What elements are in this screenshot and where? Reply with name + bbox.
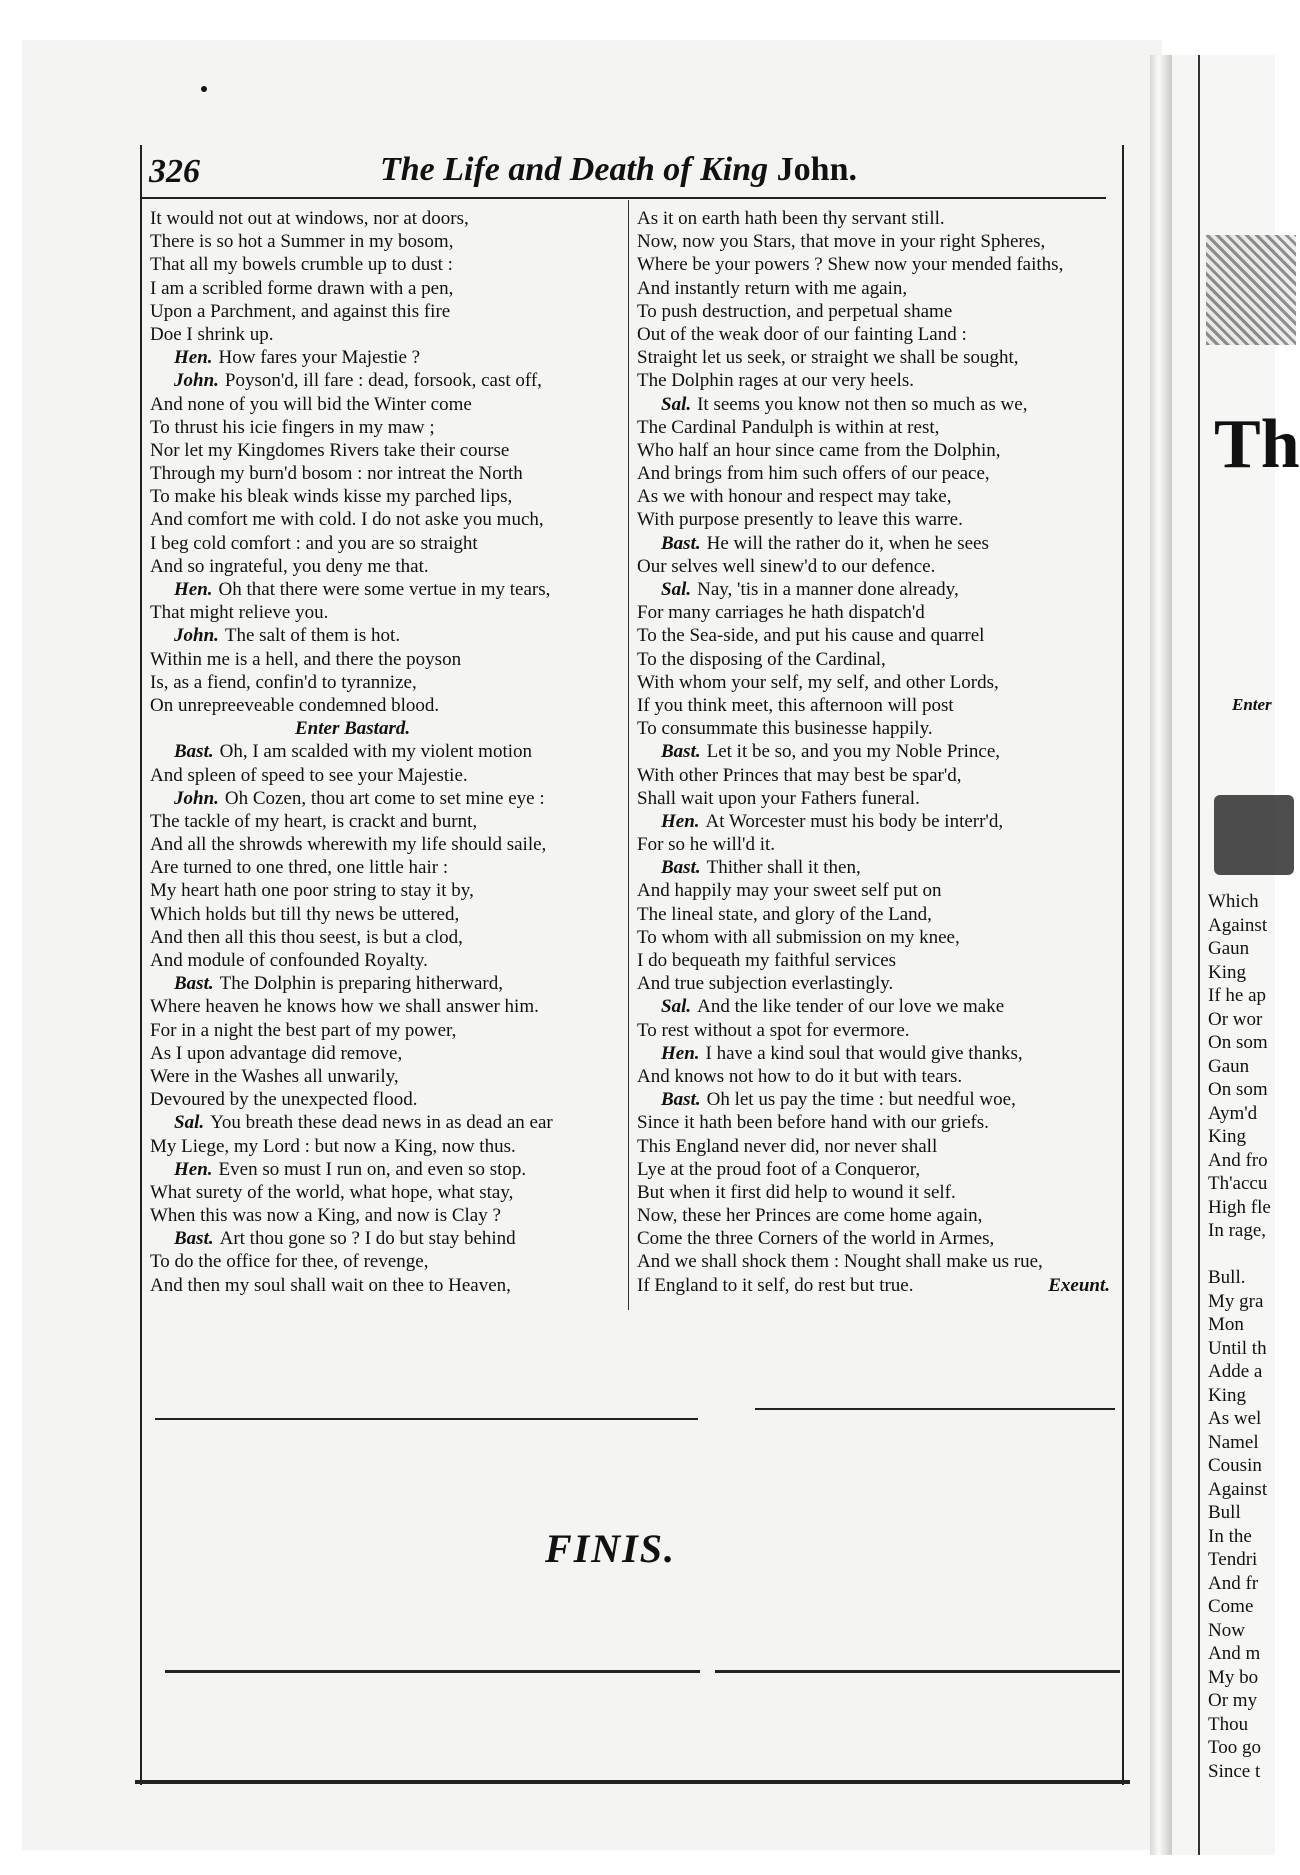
verse-line bbox=[637, 1065, 1115, 1088]
verse-line bbox=[150, 879, 620, 902]
facing-page-line: Adde a bbox=[1208, 1361, 1263, 1382]
line-text: My Liege, my Lord : but now a King, now thus. bbox=[150, 1135, 516, 1157]
line-text: Let it be so, and you my Noble Prince, bbox=[706, 741, 1000, 763]
verse-line bbox=[637, 393, 1115, 416]
line-text: The lineal state, and glory of the Land, bbox=[637, 903, 932, 925]
verse-line bbox=[637, 694, 1115, 717]
verse-line bbox=[150, 230, 620, 253]
line-text: On unrepreeveable condemned blood. bbox=[150, 694, 440, 716]
book-page-right bbox=[1172, 55, 1300, 1855]
line-text: And module of confounded Royalty. bbox=[150, 950, 428, 971]
verse-line bbox=[150, 462, 620, 485]
facing-page-line: And fr bbox=[1208, 1572, 1259, 1594]
verse-line bbox=[637, 671, 1115, 694]
verse-line bbox=[637, 323, 1115, 346]
base-rule bbox=[135, 1780, 1130, 1784]
facing-page-line: Tendri bbox=[1208, 1549, 1258, 1570]
facing-page-line: And m bbox=[1208, 1643, 1261, 1664]
section-rule-right bbox=[755, 1408, 1115, 1410]
line-text: For so he will'd it. bbox=[637, 834, 776, 856]
line-text: It seems you know not then so much as we, bbox=[697, 393, 1028, 415]
line-text: And knows not how to do it but with tears. bbox=[637, 1065, 963, 1087]
verse-line bbox=[150, 346, 620, 369]
speaker-name: Hen. bbox=[174, 579, 213, 600]
ink-dot bbox=[201, 86, 207, 92]
facing-page-line: Against bbox=[1208, 1478, 1268, 1500]
verse-line bbox=[637, 277, 1115, 300]
verse-line bbox=[637, 555, 1115, 578]
line-text: And so ingrateful, you deny me that. bbox=[150, 555, 429, 577]
verse-line bbox=[150, 207, 620, 230]
verse-line bbox=[150, 601, 620, 624]
line-text: Even so must I run on, and even so stop. bbox=[218, 1158, 527, 1180]
speaker-name: Bast. bbox=[174, 973, 214, 995]
facing-page-line bbox=[1208, 1243, 1271, 1267]
verse-line bbox=[150, 253, 620, 276]
verse-line bbox=[150, 833, 620, 856]
verse-line bbox=[150, 1042, 620, 1065]
line-text: At Worcester must his body be interr'd, bbox=[705, 810, 1004, 832]
verse-line bbox=[637, 903, 1115, 926]
verse-line bbox=[150, 1065, 620, 1088]
line-text: To the disposing of the Cardinal, bbox=[637, 648, 886, 670]
speaker-name: Bast. bbox=[174, 741, 214, 763]
verse-line bbox=[150, 532, 620, 555]
facing-page-line: Too go bbox=[1208, 1737, 1262, 1758]
verse-line bbox=[637, 1274, 1115, 1297]
verse-line bbox=[150, 439, 620, 462]
speaker-name: Sal. bbox=[661, 996, 692, 1018]
verse-line bbox=[150, 1204, 620, 1227]
speaker-name: Bast. bbox=[661, 741, 701, 763]
line-text: For in a night the best part of my power, bbox=[150, 1019, 457, 1041]
running-title bbox=[380, 151, 857, 189]
line-text: With purpose presently to leave this warre. bbox=[637, 509, 963, 531]
facing-page-line: Until th bbox=[1208, 1337, 1267, 1359]
verse-line bbox=[150, 1250, 620, 1273]
line-text: Oh, I am scalded with my violent motion bbox=[219, 741, 533, 763]
verse-line bbox=[637, 1042, 1115, 1065]
verse-line bbox=[150, 555, 620, 578]
verse-line bbox=[637, 485, 1115, 508]
facing-page-line: Cousin bbox=[1208, 1455, 1262, 1476]
line-text: Art thou gone so ? I do but stay behind bbox=[219, 1228, 516, 1250]
facing-page-line: As wel bbox=[1208, 1408, 1262, 1429]
line-text: Were in the Washes all unwarily, bbox=[150, 1065, 399, 1087]
line-text: It would not out at windows, nor at doors, bbox=[150, 208, 469, 229]
facing-page-line: King bbox=[1208, 961, 1246, 983]
verse-line bbox=[150, 648, 620, 671]
facing-page-line: My bo bbox=[1208, 1666, 1259, 1688]
section-rule-left bbox=[155, 1418, 698, 1420]
facing-page-line: Which bbox=[1208, 891, 1259, 912]
book-gutter bbox=[1150, 55, 1172, 1855]
verse-line bbox=[637, 856, 1115, 879]
verse-line bbox=[150, 1019, 620, 1042]
line-text: The salt of them is hot. bbox=[224, 625, 401, 647]
speaker-name: Hen. bbox=[174, 1158, 213, 1180]
speaker-name: John. bbox=[174, 370, 219, 392]
line-text: And none of you will bid the Winter come bbox=[150, 393, 472, 415]
facing-page-line: Thou bbox=[1208, 1713, 1249, 1735]
line-text: And then my soul shall wait on thee to Heaven, bbox=[150, 1274, 511, 1296]
line-text: And then all this thou seest, is but a clod, bbox=[150, 926, 463, 948]
line-text: As we with honour and respect may take, bbox=[637, 486, 952, 508]
speaker-name: Sal. bbox=[661, 579, 692, 600]
verse-line bbox=[637, 439, 1115, 462]
facing-page-line: Now bbox=[1208, 1619, 1245, 1641]
verse-line bbox=[637, 787, 1115, 810]
line-text: The Cardinal Pandulph is within at rest, bbox=[637, 416, 940, 438]
column-divider bbox=[628, 200, 629, 1310]
verse-line bbox=[150, 369, 620, 392]
verse-line bbox=[150, 764, 620, 787]
verse-line bbox=[637, 717, 1115, 740]
verse-line bbox=[150, 1088, 620, 1111]
line-text: What surety of the world, what hope, what stay, bbox=[150, 1181, 514, 1203]
line-text: Where heaven he knows how we shall answer him. bbox=[150, 996, 539, 1018]
verse-line bbox=[637, 462, 1115, 485]
line-text: Upon a Parchment, and against this fire bbox=[150, 300, 451, 322]
verse-line bbox=[150, 1227, 620, 1250]
verse-line bbox=[150, 995, 620, 1018]
verse-line bbox=[150, 300, 620, 323]
verse-line bbox=[637, 810, 1115, 833]
line-text: As it on earth hath been thy servant still. bbox=[637, 208, 945, 229]
verse-line bbox=[150, 1158, 620, 1181]
line-text: I am a scribled forme drawn with a pen, bbox=[150, 277, 454, 299]
line-text: Nay, 'tis in a manner done already, bbox=[697, 579, 959, 600]
facing-page-line: Come bbox=[1208, 1596, 1254, 1617]
verse-line bbox=[637, 1250, 1115, 1273]
line-text: Through my burn'd bosom : nor intreat the North bbox=[150, 463, 523, 485]
verse-line bbox=[637, 926, 1115, 949]
verse-line bbox=[637, 1158, 1115, 1181]
verse-line bbox=[150, 624, 620, 647]
verse-line bbox=[637, 972, 1115, 995]
verse-line bbox=[150, 393, 620, 416]
footer-rule-right bbox=[715, 1670, 1120, 1673]
facing-page-line: Aym'd bbox=[1208, 1102, 1258, 1124]
line-text: Within me is a hell, and there the poyson bbox=[150, 648, 462, 670]
line-text: And happily may your sweet self put on bbox=[637, 880, 942, 902]
speaker-name: Bast. bbox=[661, 857, 701, 879]
facing-page-line: Bull bbox=[1208, 1502, 1241, 1523]
line-text: And the like tender of our love we make bbox=[697, 996, 1005, 1018]
verse-line bbox=[150, 740, 620, 763]
facing-page-line: Gaun bbox=[1208, 938, 1250, 959]
facing-page-line: My gra bbox=[1208, 1290, 1264, 1312]
line-text: The Dolphin is preparing hitherward, bbox=[219, 973, 503, 995]
verse-line bbox=[637, 1088, 1115, 1111]
speaker-name: Hen. bbox=[661, 810, 700, 832]
verse-line bbox=[150, 903, 620, 926]
line-text: Is, as a fiend, confin'd to tyrannize, bbox=[150, 671, 417, 693]
line-text: Now, these her Princes are come home again, bbox=[637, 1205, 983, 1227]
facing-page-line: High fle bbox=[1208, 1196, 1271, 1218]
line-text: As I upon advantage did remove, bbox=[150, 1042, 403, 1064]
verse-line bbox=[637, 995, 1115, 1018]
verse-line bbox=[150, 277, 620, 300]
line-text: With whom your self, my self, and other Lords, bbox=[637, 671, 999, 693]
line-text: Lye at the proud foot of a Conqueror, bbox=[637, 1158, 921, 1180]
line-text: To rest without a spot for evermore. bbox=[637, 1019, 910, 1041]
verse-line bbox=[637, 578, 1115, 601]
verse-line bbox=[637, 416, 1115, 439]
verse-line bbox=[637, 1204, 1115, 1227]
facing-page-line: Bull. bbox=[1208, 1267, 1246, 1288]
verse-line bbox=[637, 1135, 1115, 1158]
ornamental-headpiece bbox=[1206, 235, 1296, 345]
line-text: Straight let us seek, or straight we shall be sought, bbox=[637, 347, 1019, 369]
verse-line bbox=[150, 949, 620, 972]
exit-direction: Exeunt. bbox=[1048, 1274, 1110, 1296]
line-text: With other Princes that may best be spar'd, bbox=[637, 764, 962, 786]
decorated-initial bbox=[1214, 795, 1294, 875]
line-text: If you think meet, this afternoon will post bbox=[637, 694, 954, 716]
facing-page-line: Against bbox=[1208, 914, 1268, 936]
speaker-name: Bast. bbox=[661, 1089, 701, 1111]
line-text: But when it first did help to wound it self. bbox=[637, 1181, 956, 1203]
line-text: Come the three Corners of the world in Armes, bbox=[637, 1228, 995, 1250]
page-header bbox=[140, 145, 1120, 197]
line-text: How fares your Majestie ? bbox=[218, 347, 421, 369]
line-text: To do the office for thee, of revenge, bbox=[150, 1251, 429, 1273]
facing-page-line: And fro bbox=[1208, 1149, 1268, 1171]
verse-line bbox=[150, 323, 620, 346]
line-text: My heart hath one poor string to stay it by, bbox=[150, 880, 474, 902]
verse-line bbox=[637, 740, 1115, 763]
facing-page-line: In rage, bbox=[1208, 1220, 1267, 1241]
line-text: Poyson'd, ill fare : dead, forsook, cast off, bbox=[224, 370, 542, 392]
line-text: Our selves well sinew'd to our defence. bbox=[637, 555, 936, 577]
verse-line bbox=[150, 508, 620, 531]
line-text: To push destruction, and perpetual shame bbox=[637, 300, 953, 322]
facing-page-line: King bbox=[1208, 1126, 1246, 1147]
text-column-right bbox=[637, 207, 1115, 1297]
line-text: Out of the weak door of our fainting Land : bbox=[637, 323, 967, 345]
line-text: This England never did, nor never shall bbox=[637, 1135, 938, 1157]
line-text: To the Sea-side, and put his cause and quarrel bbox=[637, 625, 985, 647]
line-text: I have a kind soul that would give thanks, bbox=[705, 1042, 1023, 1064]
verse-line bbox=[150, 1135, 620, 1158]
facing-page-line: King bbox=[1208, 1384, 1246, 1406]
facing-page-line: Th'accu bbox=[1208, 1173, 1268, 1194]
verse-line bbox=[150, 578, 620, 601]
verse-line bbox=[637, 648, 1115, 671]
verse-line bbox=[150, 856, 620, 879]
line-text: If England to it self, do rest but true. bbox=[637, 1274, 914, 1296]
line-text: Are turned to one thred, one little hair : bbox=[150, 857, 449, 879]
facing-page-line: On som bbox=[1208, 1032, 1268, 1053]
verse-line bbox=[150, 1274, 620, 1297]
text-column-left bbox=[150, 207, 620, 1297]
line-text: Who half an hour since came from the Dolphin, bbox=[637, 439, 1001, 461]
line-text: To make his bleak winds kisse my parched lips, bbox=[150, 486, 513, 508]
running-title-roman: John. bbox=[776, 151, 857, 188]
facing-page-line: Or my bbox=[1208, 1690, 1258, 1711]
verse-line bbox=[150, 810, 620, 833]
verse-line bbox=[150, 1181, 620, 1204]
verse-line bbox=[150, 485, 620, 508]
line-text: I beg cold comfort : and you are so straight bbox=[150, 532, 478, 554]
line-text: And spleen of speed to see your Majestie. bbox=[150, 764, 468, 786]
verse-line bbox=[637, 624, 1115, 647]
line-text: Thither shall it then, bbox=[706, 857, 861, 879]
line-text: To whom with all submission on my knee, bbox=[637, 926, 960, 948]
line-text: Since it hath been before hand with our griefs. bbox=[637, 1112, 989, 1134]
verse-line bbox=[150, 416, 620, 439]
line-text: Now, now you Stars, that move in your right Spheres, bbox=[637, 231, 1046, 253]
verse-line bbox=[637, 764, 1115, 787]
verse-line bbox=[150, 671, 620, 694]
line-text: And we shall shock them : Nought shall make us rue, bbox=[637, 1251, 1043, 1273]
verse-line bbox=[637, 346, 1115, 369]
page-number: 326 bbox=[149, 153, 200, 190]
speaker-name: Sal. bbox=[174, 1112, 205, 1134]
stage-direction: Enter Bastard. bbox=[295, 718, 411, 740]
facing-page-line: Namel bbox=[1208, 1431, 1259, 1453]
verse-line bbox=[637, 833, 1115, 856]
line-text: Which holds but till thy news be uttered, bbox=[150, 903, 460, 925]
line-text: Doe I shrink up. bbox=[150, 323, 274, 345]
verse-line bbox=[150, 926, 620, 949]
facing-page-stage-direction: Enter bbox=[1232, 695, 1272, 714]
line-text: And true subjection everlastingly. bbox=[637, 973, 894, 995]
facing-page-line: In the bbox=[1208, 1525, 1252, 1547]
line-text: When this was now a King, and now is Clay ? bbox=[150, 1205, 501, 1227]
facing-page-line: Since t bbox=[1208, 1760, 1261, 1782]
line-text: There is so hot a Summer in my bosom, bbox=[150, 231, 454, 253]
verse-line bbox=[637, 369, 1115, 392]
speaker-name: Hen. bbox=[661, 1042, 700, 1064]
line-text: Shall wait upon your Fathers funeral. bbox=[637, 787, 920, 809]
line-text: To thrust his icie fingers in my maw ; bbox=[150, 416, 435, 438]
line-text: He will the rather do it, when he sees bbox=[706, 532, 989, 554]
verse-line bbox=[637, 879, 1115, 902]
verse-line bbox=[150, 717, 620, 740]
facing-page-line: On som bbox=[1208, 1079, 1268, 1100]
speaker-name: Sal. bbox=[661, 393, 692, 415]
line-text: The tackle of my heart, is crackt and burnt, bbox=[150, 810, 478, 832]
verse-line bbox=[637, 1111, 1115, 1134]
footer-rule-left bbox=[165, 1670, 700, 1673]
facing-page-line: If he ap bbox=[1208, 985, 1267, 1006]
line-text: Oh Cozen, thou art come to set mine eye : bbox=[224, 787, 545, 809]
line-text: The Dolphin rages at our very heels. bbox=[637, 370, 914, 392]
verse-line bbox=[637, 949, 1115, 972]
line-text: And comfort me with cold. I do not aske you much, bbox=[150, 509, 544, 531]
line-text: And instantly return with me again, bbox=[637, 277, 908, 299]
verse-line bbox=[637, 1181, 1115, 1204]
facing-page-frame bbox=[1198, 55, 1200, 1855]
line-text: Nor let my Kingdomes Rivers take their course bbox=[150, 439, 510, 461]
line-text: Oh that there were some vertue in my tears, bbox=[218, 579, 551, 600]
line-text: That might relieve you. bbox=[150, 602, 329, 624]
line-text: For many carriages he hath dispatch'd bbox=[637, 602, 925, 624]
verse-line bbox=[637, 532, 1115, 555]
line-text: I do bequeath my faithful services bbox=[637, 950, 897, 971]
verse-line bbox=[637, 300, 1115, 323]
verse-line bbox=[637, 508, 1115, 531]
facing-page-title-fragment: Th bbox=[1214, 406, 1300, 483]
verse-line bbox=[150, 1111, 620, 1134]
header-rule bbox=[140, 197, 1106, 199]
line-text: Oh let us pay the time : but needful woe, bbox=[706, 1089, 1016, 1111]
verse-line bbox=[637, 230, 1115, 253]
facing-page-line: Mon bbox=[1208, 1314, 1244, 1335]
line-text: To consummate this businesse happily. bbox=[637, 718, 933, 740]
line-text: And brings from him such offers of our peace, bbox=[637, 463, 990, 485]
verse-line bbox=[150, 972, 620, 995]
verse-line bbox=[150, 694, 620, 717]
facing-page-line: Gaun bbox=[1208, 1055, 1250, 1077]
speaker-name: Hen. bbox=[174, 347, 213, 369]
line-text: Where be your powers ? Shew now your mended faiths, bbox=[637, 254, 1064, 276]
facing-page-line: Or wor bbox=[1208, 1008, 1263, 1030]
speaker-name: Bast. bbox=[661, 532, 701, 554]
running-title-italic: The Life and Death of King bbox=[380, 151, 769, 188]
verse-line bbox=[637, 207, 1115, 230]
verse-line bbox=[150, 787, 620, 810]
verse-line bbox=[637, 601, 1115, 624]
verse-line bbox=[637, 253, 1115, 276]
line-text: And all the shrowds wherewith my life should saile, bbox=[150, 834, 547, 856]
speaker-name: Bast. bbox=[174, 1228, 214, 1250]
finis-label: FINIS. bbox=[545, 1526, 676, 1571]
speaker-name: John. bbox=[174, 787, 219, 809]
line-text: Devoured by the unexpected flood. bbox=[150, 1089, 418, 1111]
verse-line bbox=[637, 1019, 1115, 1042]
line-text: You breath these dead news in as dead an ear bbox=[210, 1112, 553, 1134]
facing-page-text bbox=[1208, 890, 1271, 1783]
verse-line bbox=[637, 1227, 1115, 1250]
line-text: That all my bowels crumble up to dust : bbox=[150, 254, 453, 276]
speaker-name: John. bbox=[174, 625, 219, 647]
